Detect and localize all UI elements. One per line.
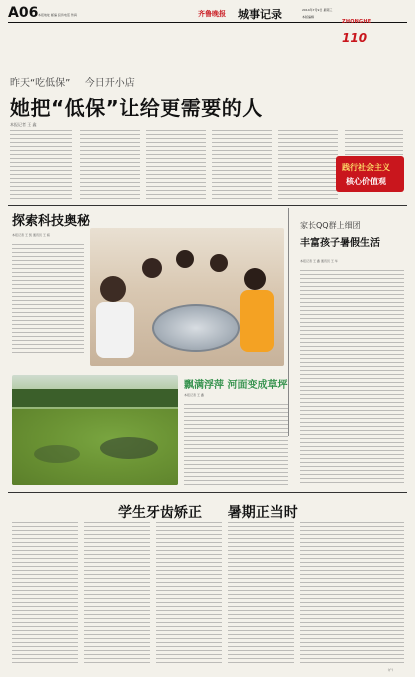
lead-kicker-part2: 今日开小店 [84, 78, 135, 89]
lead-text-col-3 [146, 130, 206, 202]
parents-text [300, 270, 404, 486]
lead-byline: 本报记者 王 鑫 [10, 122, 37, 127]
science-title: 探索科技奥秘 [12, 214, 91, 229]
bottom-title [118, 502, 298, 522]
parents-byline: 本报记者 王 鑫 通讯员 王 华 [300, 259, 338, 263]
lead-text-col-2 [80, 130, 140, 202]
child-5-body [240, 290, 274, 352]
experiment-bowl [152, 304, 240, 352]
bottom-text-col-2 [84, 522, 150, 666]
page-code: A06 [8, 5, 39, 21]
child-1-body [96, 302, 134, 358]
science-byline: 本报记者 王 凯 通讯员 王 娟 [12, 233, 50, 237]
divider-2 [8, 492, 407, 493]
child-3 [176, 250, 194, 268]
child-5 [244, 268, 266, 290]
values-badge-line1: 践行社会主义 [342, 163, 390, 172]
brand-logo [342, 8, 398, 45]
lake-byline: 本报记者 王 鑫 [184, 393, 204, 397]
issue-date: 2014年7月9日 星期三 [302, 8, 333, 12]
lead-text-col-5 [278, 130, 338, 202]
bottom-text-col-5 [300, 522, 404, 666]
section-title: 城事记录 [238, 8, 282, 21]
bottom-text-col-1 [12, 522, 78, 666]
brand-text: ZHONGHE [342, 19, 372, 25]
lead-headline: 她把“低保”让给更需要的人 [10, 96, 263, 120]
values-badge-line2: 核心价值观 [346, 177, 386, 186]
bottom-text-col-4 [228, 522, 294, 666]
parents-title: 丰富孩子暑假生活 [300, 238, 380, 249]
brand-number: 110 [342, 31, 368, 45]
masthead-meta: 本报地址 邮编 投诉电话 传真 [38, 13, 77, 17]
lake-photo [12, 375, 178, 485]
divider-science-right [288, 208, 289, 436]
lead-text-col-4 [212, 130, 272, 202]
tree-line [12, 389, 178, 407]
parents-kicker: 家长QQ群上细团 [300, 221, 361, 230]
water-patch-2 [34, 445, 80, 463]
child-4 [210, 254, 228, 272]
child-2 [142, 258, 162, 278]
lead-text-col-1 [10, 130, 72, 202]
science-photo [90, 228, 284, 366]
lake-title: 飘满浮萍 河面变成草坪 [184, 380, 288, 391]
bottom-title-part2: 暑期正当时 [227, 505, 298, 521]
page-editor: 本版编辑 [302, 15, 315, 19]
child-1 [100, 276, 126, 302]
bottom-end-mark: （广） [386, 668, 396, 672]
science-text [12, 244, 84, 354]
lead-kicker-part1: 昨天“吃低保” [10, 78, 71, 89]
masthead [8, 4, 407, 45]
water-patch-1 [100, 437, 158, 459]
lake-text [184, 404, 288, 486]
bottom-text-col-3 [156, 522, 222, 666]
divider-1 [8, 205, 407, 206]
values-badge [336, 156, 404, 192]
paper-logo: 齐鲁晚报 [198, 10, 226, 18]
lead-kicker [10, 74, 135, 89]
bottom-title-part1: 学生牙齿矫正 [118, 505, 202, 521]
